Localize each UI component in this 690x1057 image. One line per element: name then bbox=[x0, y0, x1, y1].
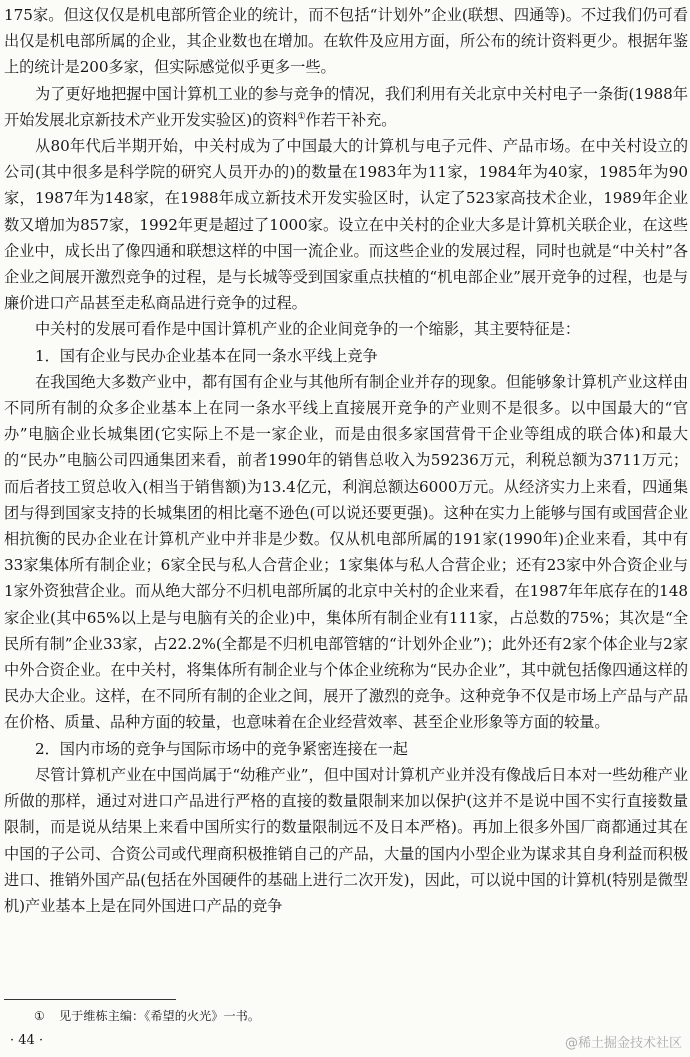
paragraph-2-text: 为了更好地把握中国计算机工业的参与竞争的情况，我们利用有关北京中关村电子一条街(1988年开始发展北京新技术产业开发实验区)的资料 bbox=[4, 84, 688, 129]
footnote-text: 见于维栋主编：《希望的火光》一书。 bbox=[58, 1009, 261, 1023]
footnote bbox=[34, 1008, 260, 1024]
page-body bbox=[4, 2, 688, 919]
paragraph-3: 从80年代后半期开始，中关村成为了中国最大的计算机与电子元件、产品市场。在中关村设立的公司(其中很多是科学院的研究人员开办的)的数量在1983年为11家，1984年为40家，1985年为90家，1987年为148家，在1988年成立新技术开发实验区时，认定了523家高技术企业，1989年企业数又增加为857家，1992年更是超过了1000家。设立在中关村的企业大多是计算机关联企业，在这些企业中，成长出了像四通和联想这样的中国一流企业。而这些企业的发展过程，同时也就是“中关村”各企业之间展开激烈竞争的过程，是与长城等受到国家重点扶植的“机电部企业”展开竞争的过程，也是与廉价进口产品甚至走私商品进行竞争的过程。 bbox=[4, 137, 688, 313]
watermark: @稀土掘金技术社区 bbox=[564, 1036, 682, 1051]
page-number: · 44 · bbox=[10, 1033, 44, 1048]
paragraph-2 bbox=[4, 81, 688, 133]
paragraph-1: 175家。但这仅仅是机电部所管企业的统计，而不包括“计划外”企业(联想、四通等)。不过我们仍可看出仅是机电部所属的企业，其企业数也在增加。在软件及应用方面，所公布的统计资料更少。根据年鉴上的统计是200多家，但实际感觉似乎更多一些。 bbox=[4, 6, 688, 77]
footnote-reference: ① bbox=[297, 111, 306, 122]
paragraph-6: 尽管计算机产业在中国尚属于“幼稚产业”，但中国对计算机产业并没有像战后日本对一些幼稚产业所做的那样，通过对进口产品进行严格的直接的数量限制来加以保护(这并不是说中国不实行直接数量限制，而是说从结果上来看中国所实行的数量限制远不及日本严格)。再加上很多外国厂商都通过其在中国的子公司、合资公司或代理商积极推销自己的产品，大量的国内小型企业为谋求其自身利益而积极进口、推销外国产品(包括在外国硬件的基础上进行二次开发)，因此，可以说中国的计算机(特别是微型机)产业基本上是在同外国进口产品的竞争 bbox=[4, 765, 688, 915]
paragraph-4: 中关村的发展可看作是中国计算机产业的企业间竞争的一个缩影，其主要特征是： bbox=[35, 320, 580, 339]
section-heading-2: 2．国内市场的竞争与国际市场中的竞争紧密连接在一起 bbox=[35, 739, 408, 758]
footnote-mark: ① bbox=[34, 1009, 45, 1023]
footnote-divider bbox=[4, 999, 176, 1000]
paragraph-5: 在我国绝大多数产业中，都有国有企业与其他所有制企业并存的现象。但能够象计算机产业这样由不同所有制的众多企业基本上在同一条水平线上直接展开竞争的产业则不是很多。以中国最大的“官办”电脑企业长城集团(它实际上不是一家企业，而是由很多家国营骨干企业等组成的联合体)和最大的“民办”电脑公司四通集团来看，前者1990年的销售总收入为59236万元，利税总额为3711万元；而后者技工贸总收入(相当于销售额)为13.4亿元，利润总额达6000万元。从经济实力上来看，四通集团与得到国家支持的长城集团的相比毫不逊色(可以说还要更强)。这种在实力上能够与国有或国营企业相抗衡的民办企业在计算机产业中并非是少数。仅从机电部所属的191家(1990年)企业来看，其中有33家集体所有制企业；6家全民与私人合营企业；1家集体与私人合营企业；还有23家中外合资企业与1家外资独营企业。而从绝大部分不归机电部所属的北京中关村的企业来看，在1987年年底存在的148家企业(其中65%以上是与电脑有关的企业)中，集体所有制企业有111家，占总数的75%；其次是“全民所有制”企业33家，占22.2%(全都是不归机电部管辖的“计划外企业”)；此外还有2家个体企业与2家中外合资企业。在中关村，将集体所有制企业与个体企业统称为“民办企业”，其中就包括像四通这样的民办大企业。这样，在不同所有制的企业之间，展开了激烈的竞争。这种竞争不仅是市场上产品与产品在价格、质量、品种方面的较量，也意味着在企业经营效率、甚至企业形象等方面的较量。 bbox=[4, 372, 688, 732]
paragraph-2-text-after: 作若干补充。 bbox=[305, 110, 397, 129]
section-heading-1: 1．国有企业与民办企业基本在同一条水平线上竞争 bbox=[35, 346, 378, 365]
